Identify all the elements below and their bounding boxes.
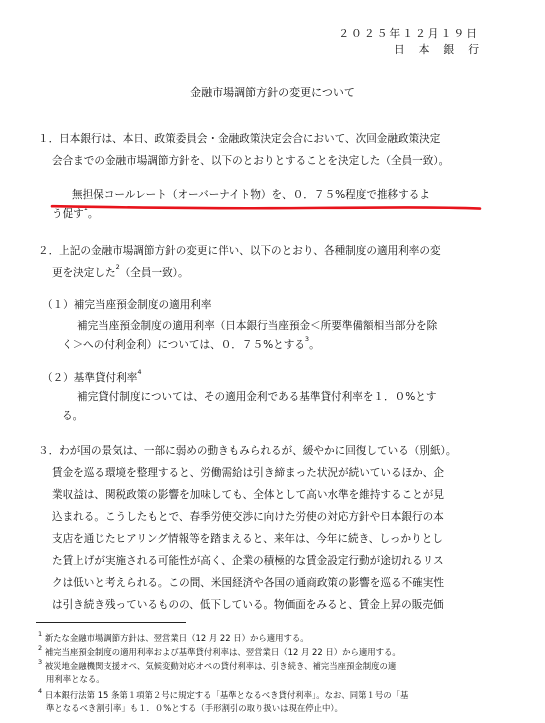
section3-line: 込まれる。こうしたもとで、春季労使交渉に向けた労使の対応方針や日本銀行の本 bbox=[52, 511, 444, 523]
subsection1-line1: 補完当座預金制度の適用利率（日本銀行当座預金＜所要準備額相当部分を除 bbox=[77, 320, 438, 332]
subsection2-heading-text: （２）基準貸付利率 bbox=[42, 372, 138, 384]
section3-line: ３．わが国の景気は、一部に弱めの動きもみられるが、緩やかに回復している（別紙）。 bbox=[38, 445, 457, 457]
red-underline-mark bbox=[50, 203, 482, 211]
section3-line: た賃上げが実施される可能性が高く、企業の積極的な賃金設定行動が途切れるリス bbox=[52, 555, 444, 567]
footnote-3 bbox=[38, 660, 396, 672]
section2-line2-end: （全員一致）。 bbox=[119, 267, 189, 279]
footnote-text: 補完当座預金制度の適用利率および基準貸付利率は、翌営業日（12 月 22 日）から適用する。 bbox=[44, 647, 401, 657]
subsection1-line2 bbox=[62, 337, 320, 352]
section3-line: は引き続き残っているものの、低下している。物価面をみると、賃金上昇の販売価 bbox=[52, 599, 444, 611]
section1-line2: 会合までの金融市場調節方針を、以下のとおりとすることを決定した（全員一致）。 bbox=[52, 155, 450, 167]
footnote-text: 日本銀行法第 15 条第１項第２号に規定する「基準となるべき貸付利率」。なお、同第１号の「基 bbox=[44, 690, 409, 700]
footnote-ref-1[interactable]: 1 bbox=[83, 204, 88, 212]
footnote-divider bbox=[36, 622, 186, 623]
footnote-ref-4[interactable]: 4 bbox=[137, 368, 142, 376]
footnote-1 bbox=[38, 632, 309, 644]
policy-statement-line1: 無担保コールレート（オーバーナイト物）を、０．７５%程度で推移するよ bbox=[72, 189, 430, 201]
section3-line: 支店を通じたヒアリング情報等を踏まえると、来年は、今年に続き、しっかりとし bbox=[52, 533, 443, 545]
section3-line: 業収益は、関税政策の影響を加味しても、全体として高い水準を維持することが見 bbox=[52, 489, 444, 501]
policy-statement-end: 。 bbox=[87, 208, 99, 220]
section3-line: クは低いと考えられる。この間、米国経済や各国の通商政策の影響を巡る不確実性 bbox=[52, 577, 444, 589]
footnote-3-cont: 用利率となる。 bbox=[46, 674, 105, 684]
subsection2-line1: 補完貸付制度については、その適用金利である基準貸付利率を１．０%とす bbox=[77, 391, 437, 403]
footnote-number: 3 bbox=[38, 658, 43, 666]
subsection1-heading: （１）補完当座預金制度の適用利率 bbox=[42, 299, 212, 311]
subsection2-line2: る。 bbox=[62, 410, 84, 422]
section2-line2-text: 更を決定した bbox=[52, 267, 116, 279]
subsection2-heading bbox=[42, 370, 141, 385]
footnote-ref-3[interactable]: 3 bbox=[304, 335, 310, 343]
section2-line2 bbox=[52, 265, 189, 280]
footnote-text: 被災地金融機関支援オペ、気候変動対応オペの貸付利率は、引き続き、補完当座預金制度の適 bbox=[44, 661, 397, 671]
footnote-number: 2 bbox=[38, 644, 43, 652]
footnote-ref-2[interactable]: 2 bbox=[115, 263, 120, 271]
section1-line1: １．日本銀行は、本日、政策委員会・金融政策決定会合において、次回金融政策決定 bbox=[38, 133, 441, 145]
footnote-4-cont: 準となるべき割引率」も１．０%とする（手形割引の取り扱いは現在停止中）。 bbox=[46, 703, 343, 713]
section3-line: 賃金を巡る環境を整理すると、労働需給は引き締まった状況が続いているほか、企 bbox=[52, 467, 444, 479]
subsection1-line2-text: く＞への付利金利）については、０．７５%とする bbox=[62, 339, 305, 351]
document-title: 金融市場調節方針の変更について bbox=[190, 86, 355, 99]
subsection1-line2-end: 。 bbox=[309, 339, 320, 351]
footnote-4 bbox=[38, 689, 408, 701]
footnote-text: 新たな金融市場調節方針は、翌営業日（12 月 22 日）から適用する。 bbox=[44, 633, 309, 643]
issuer-name: 日本銀行 bbox=[393, 43, 493, 56]
policy-statement-text: う促す bbox=[52, 208, 84, 220]
footnote-number: 4 bbox=[38, 687, 43, 695]
footnote-2 bbox=[38, 646, 401, 658]
section2-line1: ２．上記の金融市場調節方針の変更に伴い、以下のとおり、各種制度の適用利率の変 bbox=[38, 245, 441, 257]
document-date: ２０２５年１２月１９日 bbox=[338, 27, 479, 40]
footnote-number: 1 bbox=[38, 630, 43, 638]
